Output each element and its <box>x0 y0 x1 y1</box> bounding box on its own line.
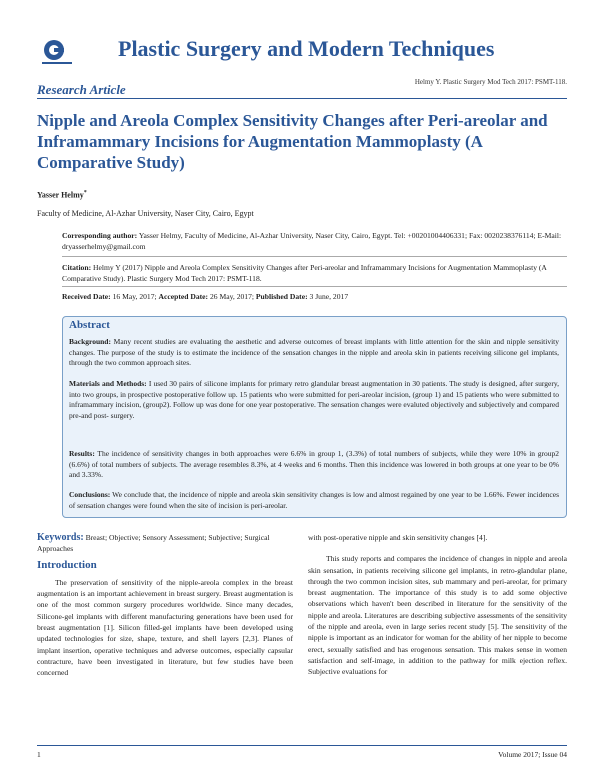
affiliation: Faculty of Medicine, Al-Azhar University, Naser City, Cairo, Egypt <box>37 209 254 218</box>
left-column <box>37 532 293 679</box>
intro-paragraph: The preservation of sensitivity of the nipple-areola complex in the breast augmentation is an important achievement in breast surgery. Breast augmentation is one of the most common surgery procedures worldwide. Since many decades, Silicone-gel implants with different manufacturing generations have been used for breast augmentation [1]. Silicon filled-gel implants have been developed using updated technologies for size, shape, texture, and shell layers [2,3]. Planes of implant insertion, operative techniques and adverse outcomes, especially capsular contracture, have been investigated in literature, but few studies have been concerned <box>37 577 293 678</box>
corr-text: Yasser Helmy, Faculty of Medicine, Al-Azhar University, Naser City, Cairo, Egypt. Tel: +00201004406331; Fax: 0020238376114; E-Mail: dryasserhelmy@gmail.com <box>62 231 562 251</box>
header-divider <box>37 98 567 99</box>
keywords-label: Keywords: <box>37 532 84 543</box>
article-type: Research Article <box>37 82 126 97</box>
abstract-box <box>62 316 567 518</box>
keywords <box>37 532 293 555</box>
short-citation: Helmy Y. Plastic Surgery Mod Tech 2017: PSMT-118. <box>414 78 567 86</box>
divider <box>62 256 567 257</box>
citation <box>62 262 567 284</box>
journal-title: Plastic Surgery and Modern Techniques <box>118 36 495 61</box>
keywords-text: Breast; Objective; Sensory Assessment; Subjective; Surgical Approaches <box>37 533 270 554</box>
abstract-methods: Materials and Methods: I used 30 pairs of silicone implants for primary retro glandular breast augmentation in 30 patients. The study is designed, after surgery, into two groups, in prospective postoperative follow up. 15 patients who were submitted for peri-areolar incision, (group 1) and 15 patients who were submitted to inframammary incision, (group2). Follow up was done for one year postoperative. The sensation changes were evaluted objectively and subjectively and compared pre-and post- surgery. <box>69 379 560 420</box>
abstract-heading: Abstract <box>69 319 110 331</box>
right-column <box>308 532 567 678</box>
citation-label: Citation: <box>62 263 92 272</box>
citation-text: Helmy Y (2017) Nipple and Areola Complex Sensitivity Changes after Peri-areolar and Inframammary Incisions for Augmentation Mammoplasty (A Comparative Study). Plastic Surgery Mod Tech 2017: PSMT-118. <box>62 263 547 283</box>
article-title: Nipple and Areola Complex Sensitivity Changes after Peri-areolar and Inframammary Incisions for Augmentation Mammoplasty (A Comparative Study) <box>37 111 548 172</box>
article-dates: Received Date: 16 May, 2017; Accepted Date: 26 May, 2017; Published Date: 3 June, 2017 <box>62 292 349 301</box>
author-mark: * <box>83 190 87 196</box>
continued-paragraph: with post-operative nipple and skin sensitivity changes [4]. <box>308 533 488 542</box>
corr-label: Corresponding author: <box>62 231 138 240</box>
abstract-background: Background: Many recent studies are evaluating the aesthetic and adverse outcomes of breast implants with little attention for the skin and nipple sensitivity changes. The purpose of the study is to estimate the incidence of the sensation changes in the nipple and areola skin in patients receiving silicone gel implants, through the two common approach sites. <box>69 337 559 368</box>
author-name: Yasser Helmy* <box>37 190 87 200</box>
study-paragraph: This study reports and compares the incidence of changes in nipple and areola skin sensation, in patients receiving silicone gel implants, in retro-glandular plane, through the two common incision sites, sub mammary and peri-areolar, for primary breast augmentation. The importance of this study is to add some objective observations which haven't been described in literature for the sensitivity of the nipple and areola. Literatures are describing subjective assessments of the sensitivity of the nipple and areola, even in large series recent study [5]. The sensitivity of the nipple is important as an indicator for woman for the ability of her nipple to become erect, sexually satisfied and has erogenous sensation. This makes sense in women satisfaction and self-image, in addition to the pathway for milk ejection reflex. Subjective evaluations for <box>308 554 567 677</box>
abstract-results: Results: The incidence of sensitivity changes in both approaches were 6.6% in group 1, (3.3%) of total numbers of subjects, while they were 10% in group2 (6.6%) of total numbers of subjects. The average resembles 8.3%, at 4 weeks and 6 months. Then this incidence was lowered in both groups at one year to be 0% and 3.33%. <box>69 449 559 480</box>
corresponding-author <box>62 230 567 252</box>
journal-logo-icon <box>40 38 74 66</box>
divider <box>62 286 567 287</box>
footer-divider <box>37 745 567 746</box>
page-number: 1 <box>37 750 41 759</box>
intro-heading: Introduction <box>37 558 97 571</box>
abstract-conclusions: Conclusions: We conclude that, the incidence of nipple and areola skin sensitivity changes is low and almost regained by one year to be 1.66%. Fewer incidences of sensation changes were found when the site of incision is peri-areolar. <box>69 490 559 510</box>
volume-issue: Volume 2017; Issue 04 <box>498 750 567 759</box>
